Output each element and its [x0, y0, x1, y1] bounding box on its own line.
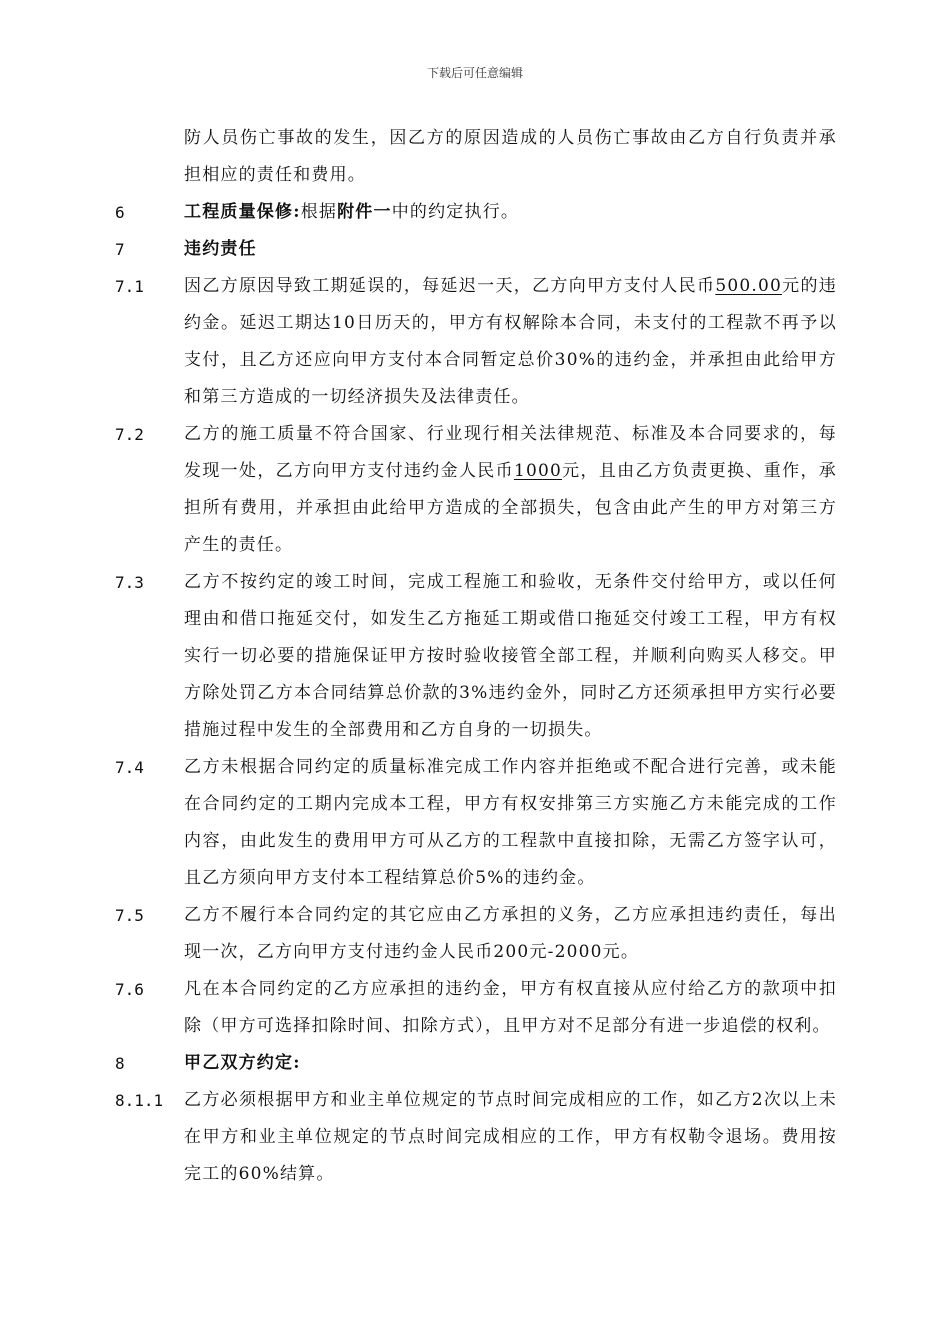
section-number: 6	[115, 203, 125, 222]
section-number: 7	[115, 240, 125, 259]
clause-7-1	[115, 268, 837, 416]
clause-7-1-post: 元的违约金。延迟工期达10日历天的，甲方有权解除本合同，未支付的工程款不再予以支付，且乙方还应向甲方支付本合同暂定总价30%的违约金，并承担由此给甲方和第三方造成的一切经济损失及法律责任。	[184, 276, 837, 407]
section-7-title: 违约责任	[184, 239, 257, 259]
clause-7-5	[115, 897, 837, 971]
section-8-heading	[184, 1045, 837, 1082]
clause-number: 7.5	[115, 906, 144, 925]
penalty-amount: 1000	[513, 461, 563, 481]
clause-7-1-pre: 因乙方原因导致工期延误的，每延迟一天，乙方向甲方支付人民币	[184, 276, 716, 296]
clause-7-1-text	[184, 268, 837, 416]
document-body	[115, 120, 837, 1193]
section-6-pre: 根据	[300, 202, 338, 222]
section-6	[115, 194, 837, 231]
section-6-title: 工程质量保修:	[184, 202, 301, 222]
section-6-post: 中的约定执行。	[391, 202, 520, 222]
clause-number: 7.6	[115, 980, 144, 999]
clause-number: 7.2	[115, 425, 144, 444]
intro-paragraph: 防人员伤亡事故的发生，因乙方的原因造成的人员伤亡事故由乙方自行负责并承担相应的责任和费用。	[184, 128, 837, 185]
clause-number: 7.3	[115, 573, 144, 592]
clause-7-4	[115, 749, 837, 897]
penalty-amount: 500.00	[715, 276, 783, 296]
clause-8-1-1-text: 乙方必须根据甲方和业主单位规定的节点时间完成相应的工作，如乙方2次以上未在甲方和业主单位规定的节点时间完成相应的工作，甲方有权勒令退场。费用按完工的60%结算。	[184, 1090, 837, 1184]
clause-number: 8.1.1	[115, 1091, 164, 1110]
clause-7-3	[115, 564, 837, 749]
clause-number: 7.1	[115, 277, 144, 296]
section-8-title: 甲乙双方约定:	[184, 1053, 301, 1073]
clause-7-3-text: 乙方不按约定的竣工时间，完成工程施工和验收，无条件交付给甲方，或以任何理由和借口拖延交付，如发生乙方拖延工期或借口拖延交付竣工工程，甲方有权实行一切必要的措施保证甲方按时验收接管全部工程，并顺利向购买人移交。甲方除处罚乙方本合同结算总价款的3%违约金外，同时乙方还须承担甲方实行必要措施过程中发生的全部费用和乙方自身的一切损失。	[184, 572, 837, 740]
section-7-heading	[184, 231, 837, 268]
section-number: 8	[115, 1054, 125, 1073]
section-6-text	[184, 194, 837, 231]
clause-7-4-text: 乙方未根据合同约定的质量标准完成工作内容并拒绝或不配合进行完善，或未能在合同约定的工期内完成本工程，甲方有权安排第三方实施乙方未能完成的工作内容，由此发生的费用甲方可从乙方的工程款中直接扣除，无需乙方签字认可，且乙方须向甲方支付本工程结算总价5%的违约金。	[184, 757, 837, 888]
clause-7-2	[115, 416, 837, 564]
clause-7-5-text: 乙方不履行本合同约定的其它应由乙方承担的义务，乙方应承担违约责任，每出现一次，乙方向甲方支付违约金人民币200元-2000元。	[184, 905, 837, 962]
clause-8-1-1	[115, 1082, 837, 1193]
clause-7-2-text	[184, 416, 837, 564]
section-8	[115, 1045, 837, 1082]
attachment-reference: 附件一	[337, 202, 392, 222]
clause-number: 7.4	[115, 758, 144, 777]
section-7	[115, 231, 837, 268]
clause-7-6-text: 凡在本合同约定的乙方应承担的违约金，甲方有权直接从应付给乙方的款项中扣除（甲方可选择扣除时间、扣除方式），且甲方对不足部分有进一步追偿的权利。	[184, 979, 837, 1036]
clause-7-2-pre: 乙方的施工质量不符合国家、行业现行相关法律规范、标准及本合同要求的，每发现一处，乙方向甲方支付违约金人民币	[184, 424, 837, 481]
clause-7-2-post: 元，且由乙方负责更换、重作，承担所有费用，并承担由此给甲方造成的全部损失，包含由此产生的甲方对第三方产生的责任。	[184, 461, 837, 555]
page-header: 下载后可任意编辑	[426, 66, 523, 80]
clause-7-6	[115, 971, 837, 1045]
